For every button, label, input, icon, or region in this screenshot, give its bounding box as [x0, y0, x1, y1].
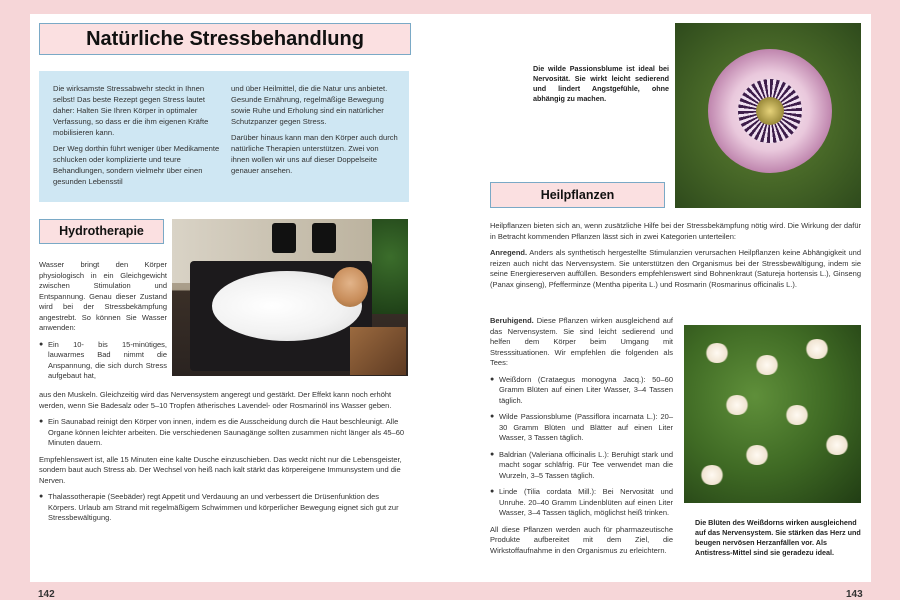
heilpflanzen-heading: Heilpflanzen [490, 182, 665, 208]
anregend-label: Anregend. [490, 248, 528, 257]
tea-text: ● Weißdorn (Crataegus monogyna Jacq.): 50–60 Gramm Blüten auf einen Liter Wasser, 3–4 Tassen täglich. [499, 374, 673, 405]
hawthorn-bloom [754, 355, 780, 375]
intro-paragraph: Der Weg dorthin führt weniger über Medikamente schlucken oder komplizierte und teure Behandlungen, sondern vielmehr über einen gesunden Lebensstil [53, 144, 220, 186]
cold-shower-note: Empfehlenswert ist, alle 15 Minuten eine kalte Dusche einzuschieben. Das weckt nicht nur die Lebensgeister, sondern baut auch Stress ab. Der Wechsel von heiß nach kalt stärkt das körpereigene Immunsystem und die Nerven. [39, 454, 402, 485]
heil-intro: Heilpflanzen bieten sich an, wenn zusätzliche Hilfe bei der Stressbekämpfung nötig wird. Die Wirkung der dafür in Betracht kommenden Pflanzen lässt sich in zwei Kategorien unterteilen: [490, 221, 861, 241]
hawthorn-photo [684, 325, 861, 503]
bullet-bath [39, 340, 167, 382]
intro-paragraph: und über Heilmittel, die die Natur uns anbietet. Gesunde Ernährung, regelmäßige Bewegung sowie Ruhe und Erholung sind ein natürlicher Schutzpanzer gegen Stress. [231, 84, 388, 126]
hawthorn-bloom [804, 339, 830, 359]
beruhigend-label: Beruhigend. [490, 316, 534, 325]
tea-baldrian [490, 450, 673, 482]
tea-text: ● Wilde Passionsblume (Passiflora incarnata L.): 20–30 Gramm Blüten und Blätter auf einen Liter Wasser, 3 Tassen täglich. [499, 412, 673, 442]
beruhigend-text: Diese Pflanzen wirken ausgleichend auf das Nervensystem. Sie sind leicht sedierend und helfen dem Körper beim Umgang mit Stresssituationen. Wir empfehlen die folgenden als Tees: [490, 316, 673, 367]
bullet-thalasso [39, 492, 409, 524]
intro-box [39, 71, 409, 202]
passion-flower-photo [675, 23, 861, 208]
bullet-sauna-text: ● Ein Saunabad reinigt den Körper von innen, indem es die Ausscheidung durch die Haut beschleunigt. Alle Organe können leichter arbeiten. Die verschiedenen Saunagänge sollten zusammen nicht länger als 45–60 Minuten dauern. [48, 417, 405, 447]
hawthorn-caption: Die Blüten des Weißdorns wirken ausgleichend auf das Nervensystem. Sie stärken das Herz und beugen nervösen Herzanfällen vor. Als Antistress-Mittel sind sie geradezu ideal. [695, 518, 861, 557]
bath-photo [172, 219, 408, 376]
bullet-bath-text: Ein 10- bis 15-minütiges, lauwarmes Bad nimmt die Anspannung, die sich durch Stress aufgebaut hat, [48, 339, 167, 380]
towel [350, 327, 406, 375]
tea-passionsblume [490, 412, 673, 444]
left-page [30, 14, 465, 582]
anregend-paragraph [490, 248, 861, 290]
plant [372, 219, 408, 314]
heil-body-top [490, 221, 861, 296]
page-number-right: 143 [846, 589, 863, 600]
page-number-left: 142 [38, 589, 55, 600]
heil-body-bottom [490, 316, 673, 562]
right-page [453, 14, 871, 582]
tea-weissdorn [490, 375, 673, 407]
hawthorn-bloom [699, 465, 725, 485]
hawthorn-bloom [704, 343, 730, 363]
bathing-person [332, 267, 368, 307]
closing-paragraph: All diese Pflanzen werden auch für pharmazeutische Produkte aufbereitet mit dem Ziel, die Wirkstoffaufnahme in den Organismus zu erleichtern. [490, 524, 673, 555]
intro-column-1 [53, 83, 221, 196]
hawthorn-bloom [824, 435, 850, 455]
hawthorn-bloom [784, 405, 810, 425]
anregend-text: Anders als synthetisch hergestellte Stimulanzien verursachen Heilpflanzen keine Abhängigkeit und reizen auch nicht das Nervensystem. Sie unterstützen den Organismus bei der Stressbewältigung, indem sie seine Energiereserven auffüllen. Besonders empfehlenswert sind Bohnenkraut (Satureja hortensis L.), Ginseng (Panax ginseng), Pfefferminze (Mentha piperita L.) und Rosmarin (Rosmarinus officinalis L.). [490, 248, 862, 289]
bullet-thalasso-text: ● Thalassotherapie (Seebäder) regt Appetit und Verdauung an und verbessert die Drüsenfunktion des Körpers. Urlaub am Strand mit regelmäßigem Schwimmen und körperlicher Bewegung eignet sich gut zur Stressbewältigung. [48, 492, 399, 522]
bullet-sauna [39, 417, 409, 449]
hydrotherapy-heading: Hydrotherapie [39, 219, 164, 244]
hydro-intro-block [39, 260, 167, 382]
intro-paragraph: Darüber hinaus kann man den Körper auch durch natürliche Therapien unterstützen. Zwei von ihnen wollen wir uns auf dieser Doppelseite genauer ansehen. [231, 133, 398, 175]
page-title: Natürliche Stressbehandlung [39, 23, 411, 55]
bath-stool [272, 223, 296, 253]
hawthorn-bloom [744, 445, 770, 465]
bullet-bath-continuation: aus den Muskeln. Gleichzeitig wird das Nervensystem angeregt und gestärkt. Der Effekt kann noch erhöht werden, wenn Sie Badesalz oder 5–10 Tropfen ätherisches Lavendel- oder Rosmarinöl ins Wasser geben. [39, 390, 392, 410]
intro-paragraph: Die wirksamste Stressabwehr steckt in Ihnen selbst! Das beste Rezept gegen Stress lautet daher: Halten Sie Ihren Körper in optimaler Verfassung, so dass er die ihm eigenen Kräfte mobilisieren kann. [53, 84, 209, 137]
flower-center [756, 97, 784, 125]
bath-stool [312, 223, 336, 253]
hawthorn-bloom [724, 395, 750, 415]
tea-text: ● Linde (Tilia cordata Mill.): Bei Nervosität und Unruhe. 20–40 Gramm Lindenblüten auf einen Liter Wasser, 3–4 Tassen täglich, möglichst heiß trinken. [499, 487, 673, 517]
intro-column-2 [231, 83, 399, 196]
tea-linde [490, 487, 673, 519]
hydro-body [39, 390, 409, 530]
tea-text: ● Baldrian (Valeriana officinalis L.): Beruhigt stark und macht sogar schläfrig. Für Tee verwendet man die Wurzeln, 3–5 Tassen täglich. [499, 449, 673, 480]
passion-flower-caption: Die wilde Passionsblume ist ideal bei Nervosität. Sie wirkt leicht sedierend und lindert Angstgefühle, ohne abhängig zu machen. [533, 64, 669, 103]
hydro-intro: Wasser bringt den Körper physiologisch in ein Gleichgewicht zwischen Stimulation und Entspannung. Genau dieser Zustand wird bei der Stressbekämpfung angestrebt. So können Sie Wasser anwenden: [39, 260, 167, 332]
beruhigend-paragraph [490, 316, 673, 369]
